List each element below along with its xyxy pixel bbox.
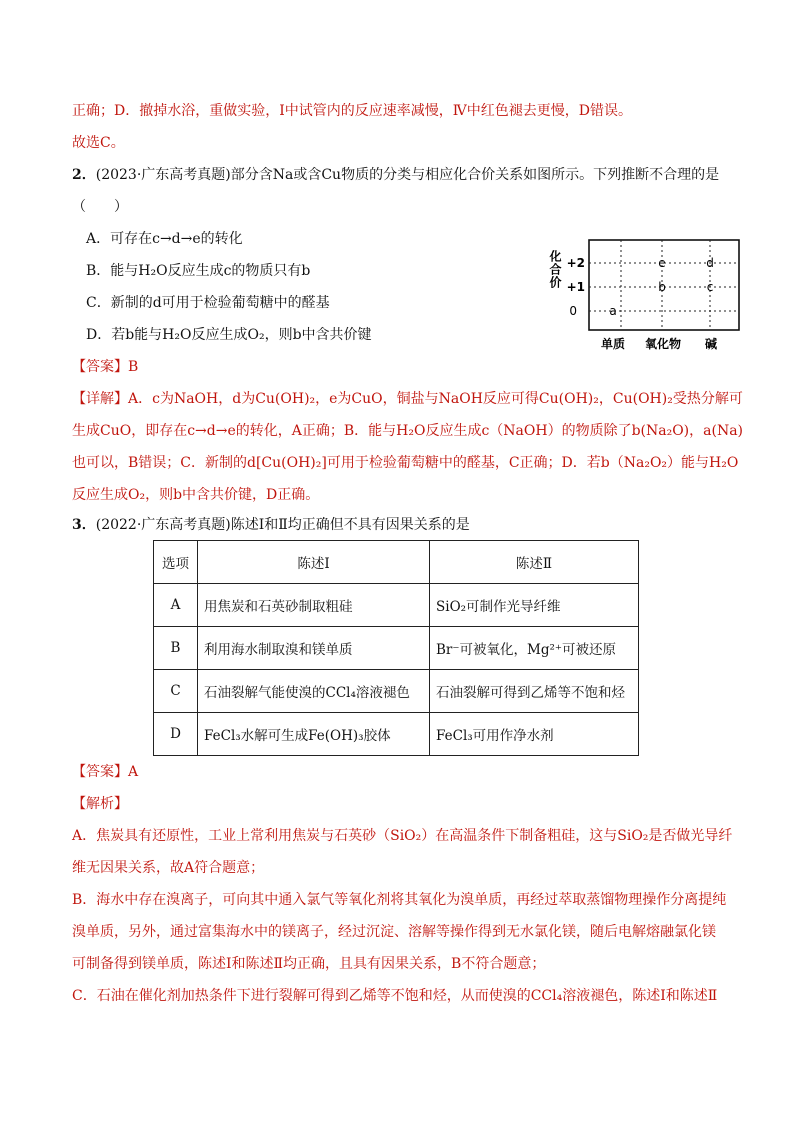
q3-analysis-line-5: 可制备得到镁单质，陈述Ⅰ和陈述Ⅱ均正确，且具有因果关系，B不符合题意； <box>72 956 546 972</box>
q3-stem-text: (2022·广东高考真题)陈述Ⅰ和Ⅱ均正确但不具有因果关系的是 <box>95 517 470 533</box>
q2-detail-line-2: 生成CuO，即存在c→d→e的转化，A正确；B．能与H₂O反应生成c（NaOH）的物质除了b(Na₂O)，a(Na) <box>72 423 744 439</box>
q3-analysis-line-6: C．石油在催化剂加热条件下进行裂解可得到乙烯等不饱和烃，从而使溴的CCl₄溶液褪色，陈述Ⅰ和陈述Ⅱ <box>72 988 718 1004</box>
q3-table <box>153 540 639 756</box>
table-row: D FeCl₃水解可生成Fe(OH)₃胶体 FeCl₃可用作净水剂 <box>154 713 639 756</box>
diagram-y-title: 化合价 <box>548 250 562 289</box>
q3-stem <box>72 515 732 535</box>
q3-analysis-line-4: 溴单质，另外，通过富集海水中的镁离子，经过沉淀、溶解等操作得到无水氯化镁，随后电解熔融氯化镁 <box>72 924 716 940</box>
q2-answer <box>72 357 732 377</box>
q2-answer-value: B <box>128 359 139 375</box>
prev-conclusion-line: 故选C。 <box>72 135 125 151</box>
q2-option-d: D．若b能与H₂O反应生成O₂，则b中含共价键 <box>86 327 372 343</box>
table-header-option: 选项 <box>154 541 198 584</box>
q3-answer-value: A <box>128 764 139 780</box>
diagram-point-c: c <box>706 280 714 294</box>
diagram-point-b: b <box>658 280 666 294</box>
diagram-y-tick-plus2: +2 <box>566 256 585 270</box>
q2-option-b: B．能与H₂O反应生成c的物质只有b <box>86 263 311 279</box>
q2-detail-line-4: 反应生成O₂，则b中含共价键，D正确。 <box>72 487 320 503</box>
diagram-x-label-oxide: 氧化物 <box>644 337 682 351</box>
table-header-row <box>154 541 639 584</box>
table-header-statement-1: 陈述Ⅰ <box>198 541 430 584</box>
table-row: A 用焦炭和石英砂制取粗硅 SiO₂可制作光导纤维 <box>154 584 639 627</box>
q3-answer <box>72 762 732 782</box>
q2-stem <box>72 165 732 185</box>
q2-stem-text: (2023·广东高考真题)部分含Na或含Cu物质的分类与相应化合价关系如图所示。下列推断不合理的是 <box>95 167 720 183</box>
q2-option-c: C．新制的d可用于检验葡萄糖中的醛基 <box>86 295 330 311</box>
table-row: B 利用海水制取溴和镁单质 Br⁻可被氧化，Mg²⁺可被还原 <box>154 627 639 670</box>
q3-number: 3． <box>72 517 96 533</box>
q3-analysis-line-1: A．焦炭具有还原性，工业上常利用焦炭与石英砂（SiO₂）在高温条件下制备粗硅，这与SiO₂是否做光导纤 <box>72 828 733 844</box>
diagram-y-tick-plus1: +1 <box>566 280 585 294</box>
q3-answer-label: 【答案】 <box>72 764 128 780</box>
q2-detail-label: 【详解】 <box>72 391 128 407</box>
q3-analysis-line-3: B．海水中存在溴离子，可向其中通入氯气等氧化剂将其氧化为溴单质，再经过萃取蒸馏物理操作分离提纯 <box>72 892 727 908</box>
diagram-x-label-base: 碱 <box>704 337 718 351</box>
diagram-point-e: e <box>658 256 666 270</box>
valence-diagram <box>545 230 745 355</box>
diagram-point-d: d <box>706 256 714 270</box>
q2-detail-line-3: 也可以，B错误；C．新制的d[Cu(OH)₂]可用于检验葡萄糖中的醛基，C正确；D．若b（Na₂O₂）能与H₂O <box>72 455 739 471</box>
q3-analysis-label: 【解析】 <box>72 796 128 812</box>
prev-explanation-line: 正确；D．撤掉水浴，重做实验，Ⅰ中试管内的反应速率减慢，Ⅳ中红色褪去更慢，D错误。 <box>72 103 632 119</box>
q3-analysis-line-2: 维无因果关系，故A符合题意； <box>72 860 265 876</box>
table-row: C 石油裂解气能使溴的CCl₄溶液褪色 石油裂解可得到乙烯等不饱和烃 <box>154 670 639 713</box>
q2-paren: （ ） <box>72 199 128 215</box>
q2-detail-line-1: 【详解】A．c为NaOH，d为Cu(OH)₂，e为CuO，铜盐与NaOH反应可得Cu(OH)₂，Cu(OH)₂受热分解可 <box>72 391 743 407</box>
diagram-point-a: a <box>609 304 617 318</box>
q2-answer-label: 【答案】 <box>72 359 128 375</box>
table-header-statement-2: 陈述Ⅱ <box>430 541 639 584</box>
diagram-y-tick-zero: 0 <box>569 304 577 318</box>
q2-number: 2． <box>72 167 96 183</box>
q2-option-a: A．可存在c→d→e的转化 <box>86 231 243 247</box>
diagram-x-label-element: 单质 <box>600 337 626 351</box>
